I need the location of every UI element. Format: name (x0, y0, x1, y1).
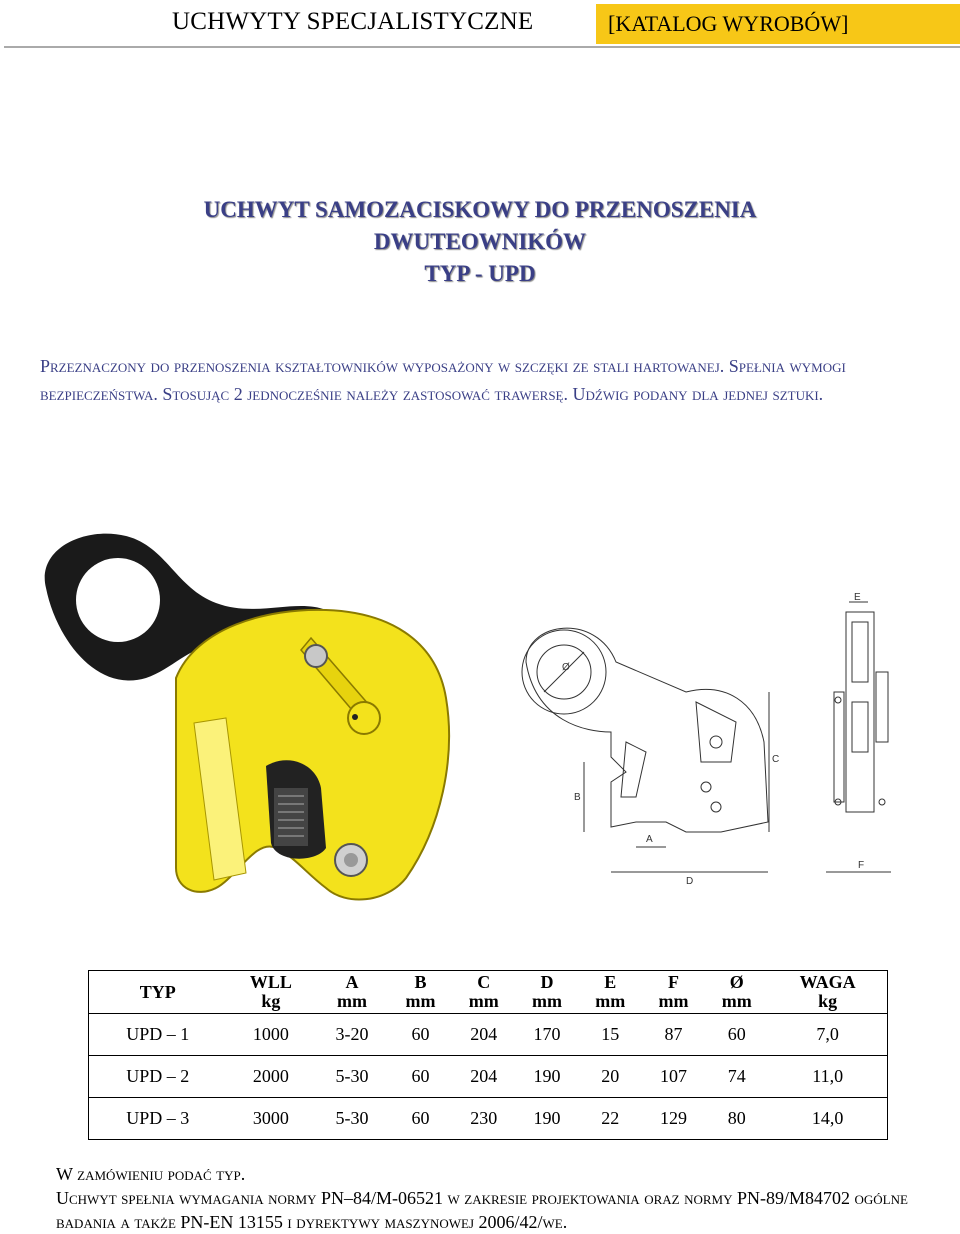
cell-f: 129 (642, 1098, 705, 1140)
cell-typ: UPD – 3 (89, 1098, 227, 1140)
col-b: B mm (389, 971, 452, 1014)
cell-e: 20 (579, 1056, 642, 1098)
header-divider (4, 46, 960, 48)
product-title-line1: UCHWYT SAMOZACISKOWY DO PRZENOSZENIA (203, 197, 757, 222)
order-note: W zamówieniu podać typ. (56, 1164, 246, 1184)
dim-b-label: B (574, 792, 581, 803)
cell-waga: 7,0 (768, 1014, 887, 1056)
dim-c-label: C (772, 754, 780, 765)
cell-c: 204 (452, 1056, 515, 1098)
col-a: A mm (315, 971, 389, 1014)
col-c: C mm (452, 971, 515, 1014)
standards-note: Uchwyt spełnia wymagania normy PN–84/M-06521 w zakresie projektowania oraz normy PN-89/M84702 ogólne badania a także PN-EN 13155 i dyrektywy maszynowej 2006/42/we. (56, 1188, 908, 1232)
cell-e: 15 (579, 1014, 642, 1056)
cell-wll: 3000 (227, 1098, 316, 1140)
cell-a: 3-20 (315, 1014, 389, 1056)
dim-d-label: D (686, 876, 694, 887)
col-f: F mm (642, 971, 705, 1014)
product-title (0, 194, 960, 290)
cell-e: 22 (579, 1098, 642, 1140)
col-d: D mm (515, 971, 578, 1014)
front-view (522, 628, 779, 887)
clamp-photo (26, 528, 456, 908)
cell-c: 204 (452, 1014, 515, 1056)
col-waga: WAGA kg (768, 971, 887, 1014)
col-e: E mm (579, 971, 642, 1014)
product-title-line3: TYP - UPD (424, 261, 536, 286)
cell-diameter: 80 (705, 1098, 768, 1140)
catalog-badge: [KATALOG WYROBÓW] (596, 4, 960, 44)
table-header-row (89, 971, 888, 1014)
technical-drawing (506, 592, 920, 892)
product-description: Przeznaczony do przenoszenia kształtowników wyposażony w szczęki ze stali hartowanej. Spełnia wymogi bezpieczeństwa. Stosując 2 jednocześnie należy zastosować trawersę. Udźwig podany dla jednej sztuki. (40, 356, 846, 404)
specification-table (88, 970, 888, 1140)
cell-wll: 1000 (227, 1014, 316, 1056)
dim-a-label: A (646, 834, 653, 845)
cell-f: 87 (642, 1014, 705, 1056)
cell-waga: 14,0 (768, 1098, 887, 1140)
page-header (0, 0, 960, 48)
col-typ: TYP (89, 971, 227, 1014)
cell-d: 170 (515, 1014, 578, 1056)
table-row (89, 1014, 888, 1056)
cell-waga: 11,0 (768, 1056, 887, 1098)
col-diameter: Ø mm (705, 971, 768, 1014)
col-wll: WLL kg (227, 971, 316, 1014)
product-title-line2: DWUTEOWNIKÓW (373, 229, 587, 254)
cell-diameter: 60 (705, 1014, 768, 1056)
cell-b: 60 (389, 1056, 452, 1098)
side-view (826, 592, 891, 872)
table-row (89, 1056, 888, 1098)
cell-b: 60 (389, 1098, 452, 1140)
cell-d: 190 (515, 1056, 578, 1098)
cell-c: 230 (452, 1098, 515, 1140)
cell-a: 5-30 (315, 1056, 389, 1098)
header-title: UCHWYTY SPECJALISTYCZNE (172, 8, 534, 35)
cell-d: 190 (515, 1098, 578, 1140)
cell-diameter: 74 (705, 1056, 768, 1098)
cell-typ: UPD – 2 (89, 1056, 227, 1098)
dim-f-label: F (858, 860, 865, 871)
table-row (89, 1098, 888, 1140)
cell-f: 107 (642, 1056, 705, 1098)
dim-e-label: E (854, 592, 861, 603)
cell-a: 5-30 (315, 1098, 389, 1140)
cell-typ: UPD – 1 (89, 1014, 227, 1056)
cell-b: 60 (389, 1014, 452, 1056)
cell-wll: 2000 (227, 1056, 316, 1098)
dim-phi-label: Ø (562, 662, 570, 673)
